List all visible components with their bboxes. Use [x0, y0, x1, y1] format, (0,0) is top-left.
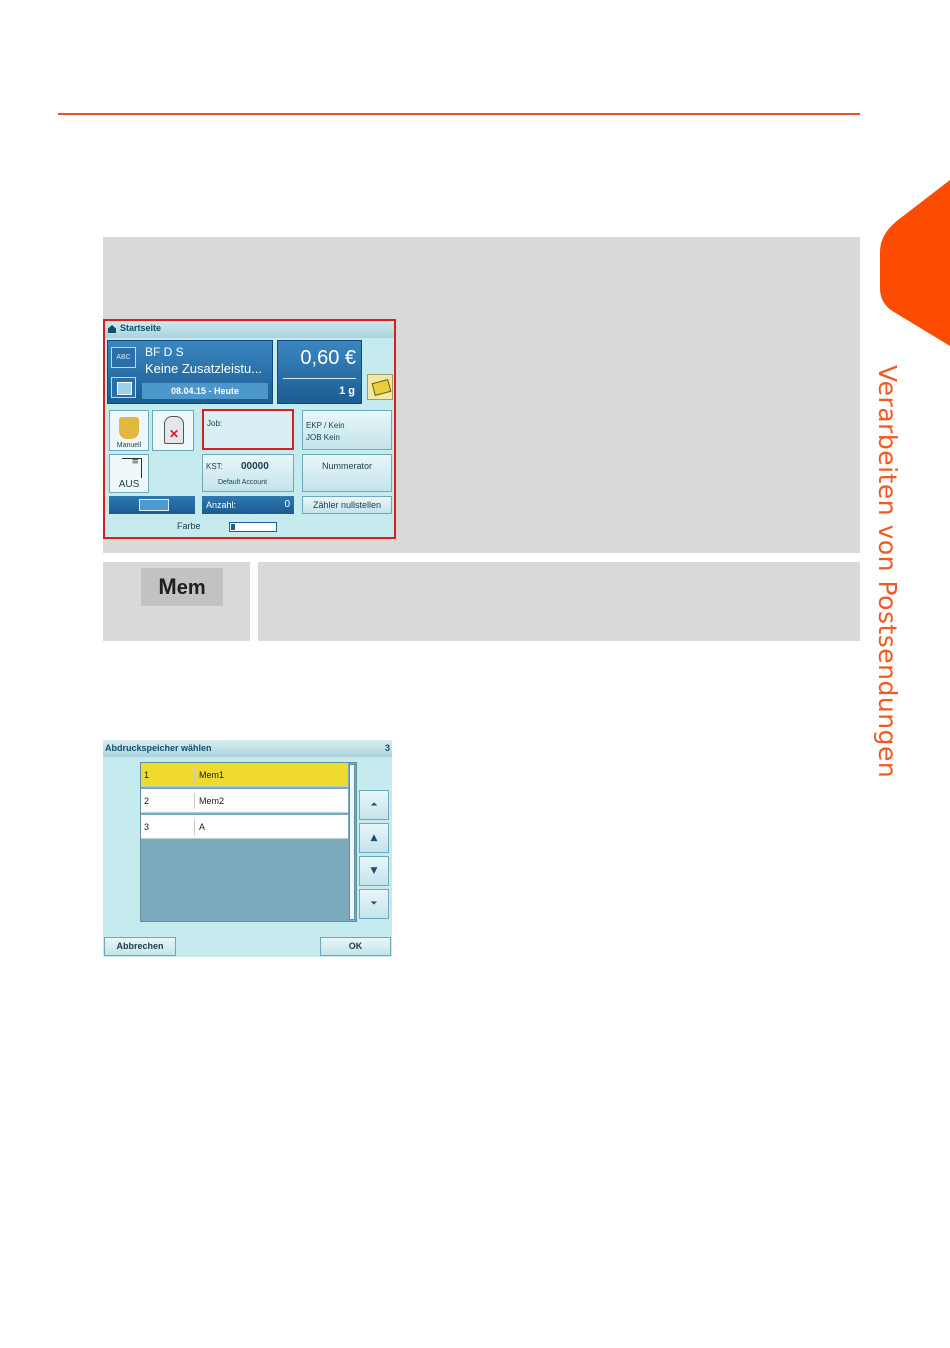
services-label: Keine Zusatzleistu...	[145, 361, 263, 376]
header-rule	[58, 113, 860, 115]
ekp-job-button[interactable]	[302, 410, 392, 450]
connection-button[interactable]	[109, 496, 195, 514]
cost-center-button[interactable]	[202, 454, 294, 492]
kst-account: Default Account	[218, 479, 268, 486]
scroll-down-button[interactable]: ▼	[359, 856, 389, 886]
row-divider	[194, 767, 195, 783]
memory-list	[140, 762, 357, 922]
postage-value: 0,60 €	[300, 347, 356, 369]
last-page-button[interactable]: ⏷	[359, 889, 389, 919]
screen-title-bar	[103, 740, 392, 757]
scrollbar[interactable]	[349, 764, 355, 920]
list-item[interactable]	[141, 763, 348, 787]
cancel-button[interactable]: Abbrechen	[104, 937, 176, 956]
mem-key-icon	[141, 568, 223, 606]
row-name: A	[199, 822, 206, 832]
reset-counter-button[interactable]: Zähler nullstellen	[302, 496, 392, 514]
first-page-button[interactable]: ⏶	[359, 790, 389, 820]
manual-weighing-button[interactable]	[109, 410, 149, 451]
color-level-bar	[229, 522, 277, 532]
home-screen	[103, 319, 396, 539]
mem-key-small: em	[176, 577, 206, 599]
row-divider	[194, 819, 195, 835]
job-label: Job:	[207, 419, 223, 428]
row-number: 2	[144, 796, 150, 806]
document-icon	[122, 458, 142, 478]
postage-divider	[283, 378, 356, 379]
count-label: Anzahl:	[206, 500, 237, 510]
screen-title: Startseite	[120, 323, 162, 333]
home-icon	[108, 325, 116, 333]
ekp-label: EKP / Kein	[306, 421, 345, 430]
abc-button[interactable]: ABC	[111, 347, 136, 368]
description-cell	[258, 562, 860, 641]
count-display	[202, 496, 294, 514]
screen-title-bar	[105, 321, 394, 338]
list-item[interactable]	[141, 815, 348, 839]
envelope-icon[interactable]	[367, 374, 393, 400]
kst-label: KST:	[206, 462, 223, 471]
connection-icon	[139, 499, 169, 511]
date-field[interactable]: 08.04.15 - Heute	[142, 383, 268, 399]
weight-value: 1 g	[339, 385, 355, 397]
row-name: Mem1	[199, 770, 225, 780]
row-divider	[194, 793, 195, 809]
kst-value: 00000	[241, 461, 269, 472]
disabled-x-icon: ✕	[169, 427, 180, 441]
job-status-label: JOB Kein	[306, 433, 340, 442]
row-name: Mem2	[199, 796, 225, 806]
scroll-up-button[interactable]: ▲	[359, 823, 389, 853]
ok-button[interactable]: OK	[320, 937, 391, 956]
color-level-fill	[231, 524, 235, 530]
image-icon[interactable]	[111, 377, 136, 398]
postage-panel	[277, 340, 362, 404]
memory-count: 3	[384, 743, 390, 753]
mem-key-big: M	[158, 574, 177, 599]
numerator-button[interactable]: Nummerator	[302, 454, 392, 492]
hand-weight-icon	[119, 417, 139, 439]
manual-label: Manuell	[116, 442, 142, 449]
row-number: 3	[144, 822, 150, 832]
screen-title: Abdruckspeicher wählen	[105, 743, 212, 753]
chapter-title: Verarbeiten von Postsendungen	[873, 365, 902, 779]
list-item[interactable]	[141, 789, 348, 813]
key-cell	[103, 562, 250, 641]
count-value: 0	[284, 499, 290, 510]
chapter-tab-shape	[880, 180, 950, 346]
mail-type-panel[interactable]	[107, 340, 273, 404]
mail-type-label: BF D S	[145, 345, 184, 359]
scale-button[interactable]	[152, 410, 194, 451]
aus-button[interactable]	[109, 454, 149, 493]
color-label: Farbe	[177, 521, 201, 531]
memory-select-screen	[103, 740, 392, 957]
row-number: 1	[144, 770, 150, 780]
aus-label: AUS	[118, 479, 140, 490]
job-button[interactable]	[202, 409, 294, 450]
